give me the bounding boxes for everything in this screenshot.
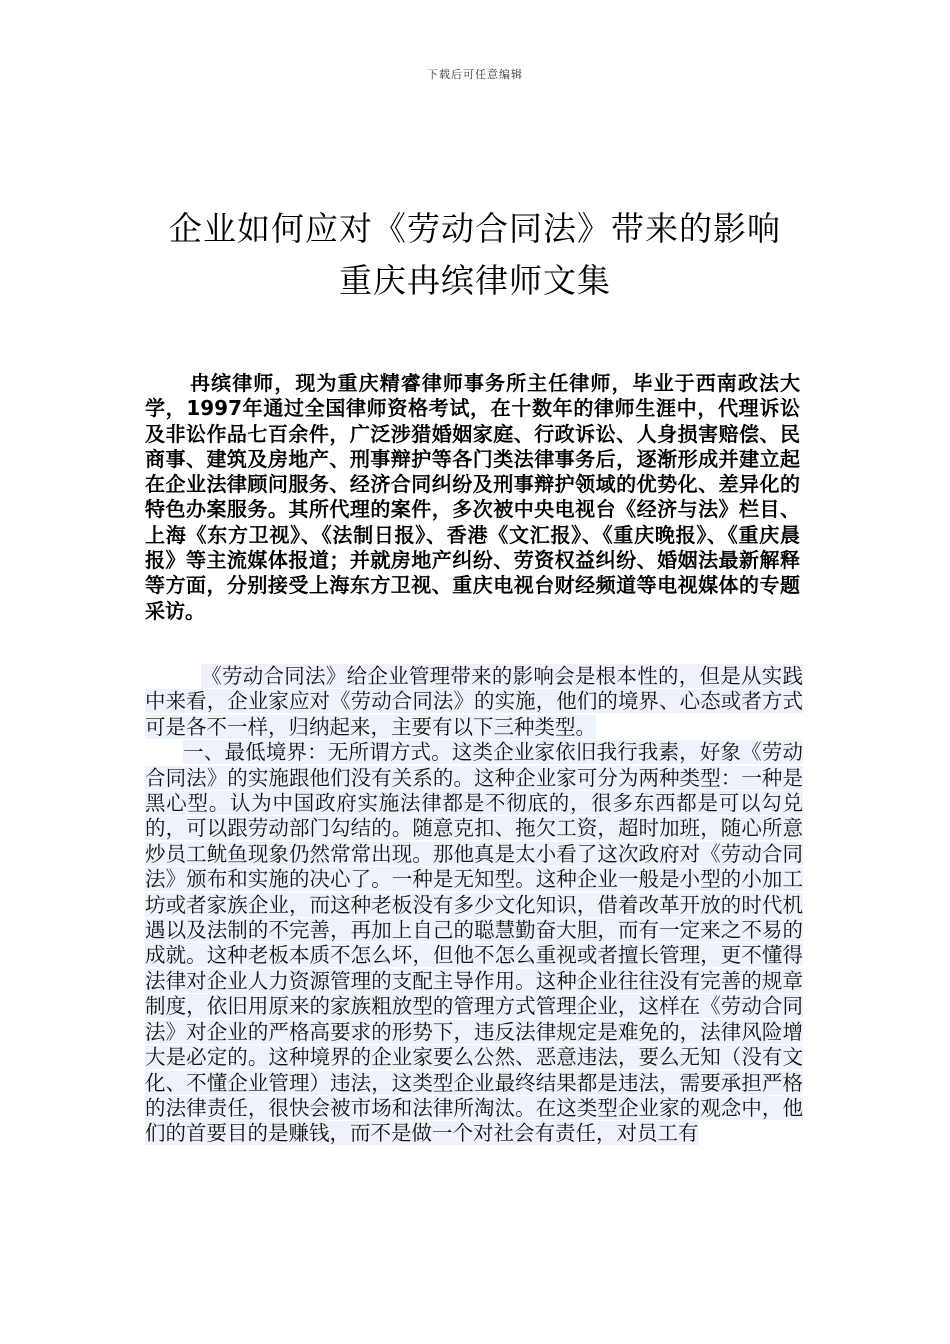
document-subtitle: 重庆冉缤律师文集 — [339, 261, 611, 300]
body-text — [145, 664, 803, 1147]
document-title: 企业如何应对《劳动合同法》带来的影响 — [169, 209, 781, 248]
header-note: 下载后可任意编辑 — [427, 68, 523, 81]
paragraph-section-1 — [145, 740, 803, 1147]
paragraph-intro — [145, 664, 803, 740]
author-bio-text: 冉缤律师，现为重庆精睿律师事务所主任律师，毕业于西南政法大学，1997年通过全国律师资格考试，在十数年的律师生涯中，代理诉讼及非讼作品七百余件，广泛涉猎婚姻家庭、行政诉讼、人身损害赔偿、民商事、建筑及房地产、刑事辩护等各门类法律事务后，逐渐形成并建立起在企业法律顾问服务、经济合同纠纷及刑事辩护领域的优势化、差异化的特色办案服务。其所代理的案件，多次被中央电视台《经济与法》栏目、上海《东方卫视》、《法制日报》、香港《文汇报》、《重庆晚报》、《重庆晨报》等主流媒体报道；并就房地产纠纷、劳资权益纠纷、婚姻法最新解释等方面，分别接受上海东方卫视、重庆电视台财经频道等电视媒体的专题采访。 — [145, 371, 800, 623]
paragraph-section-1-text: 一、最低境界：无所谓方式。这类企业家依旧我行我素，好象《劳动合同法》的实施跟他们没有关系的。这种企业家可分为两种类型：一种是黑心型。认为中国政府实施法律都是不彻底的，很多东西都是可以勾兑的，可以跟劳动部门勾结的。随意克扣、拖欠工资，超时加班，随心所意炒员工鱿鱼现象仍然常常出现。那他真是太小看了这次政府对《劳动合同法》颁布和实施的决心了。一种是无知型。这种企业一般是小型的小加工坊或者家族企业，而这种老板没有多少文化知识，借着改革开放的时代机遇以及法制的不完善，再加上自己的聪慧勤奋大胆，而有一定来之不易的成就。这种老板本质不怎么坏，但他不怎么重视或者擅长管理，更不懂得法律对企业人力资源管理的支配主导作用。这种企业往往没有完善的规章制度，依旧用原来的家族粗放型的管理方式管理企业，这样在《劳动合同法》对企业的严格高要求的形势下，违反法律规定是难免的，法律风险增大是必定的。这种境界的企业家要么公然、恶意违法，要么无知（没有文化、不懂企业管理）违法，这类型企业最终结果都是违法，需要承担严格的法律责任，很快会被市场和法律所淘汰。在这类型企业家的观念中，他们的首要目的是赚钱，而不是做一个对社会有责任，对员工有 — [145, 740, 803, 1146]
paragraph-intro-text: 《劳动合同法》给企业管理带来的影响会是根本性的，但是从实践中来看，企业家应对《劳动合同法》的实施，他们的境界、心态或者方式可是各不一样，归纳起来，主要有以下三种类型。 — [145, 664, 803, 739]
author-bio — [145, 371, 800, 624]
